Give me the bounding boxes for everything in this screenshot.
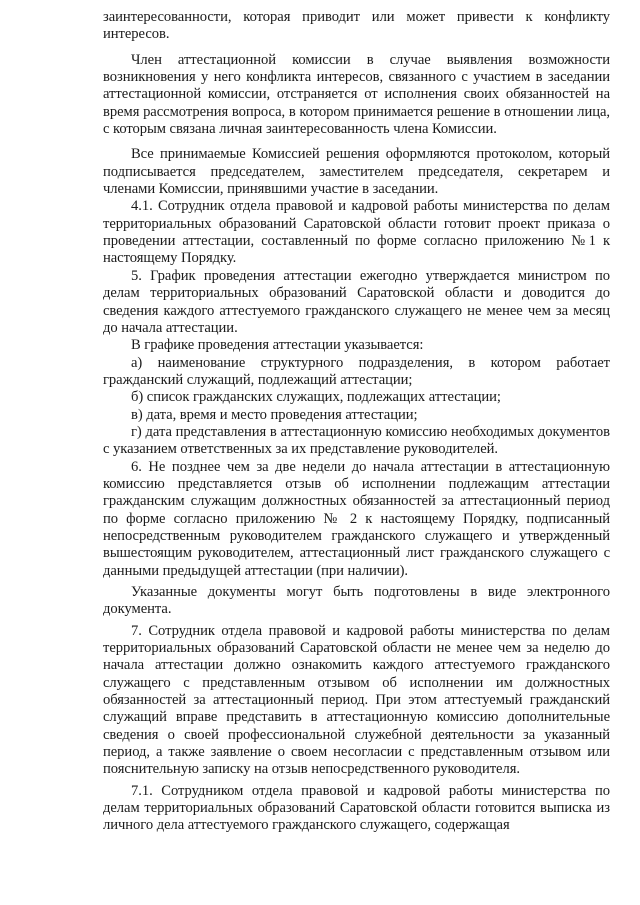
paragraph-7-1: 7.1. Сотрудником отдела правовой и кадровой работы министерства по делам территориальных образований Саратовской области готовится выписка из личного дела аттестуемого гражданского служащего, содержащая [103,782,610,834]
paragraph-6: 6. Не позднее чем за две недели до начала аттестации в аттестационную комиссию представляется отзыв об исполнении подлежащим аттестации гражданским служащим должностных обязанностей за аттестационный период по форме согласно приложению № 2 к настоящему Порядку, подписанный непосредственным руководителем гражданского служащего и утвержденный вышестоящим руководителем, аттестационный лист гражданского служащего с данными предыдущей аттестации (при наличии). [103,458,610,579]
paragraph-commission-member-recusal: Член аттестационной комиссии в случае выявления возможности возникновения у него конфликта интересов, связанного с участием в заседании аттестационной комиссии, отстраняется от исполнения своих обязанностей на время рассмотрения вопроса, в котором принимается решение в отношении лица, с которым связана личная заинтересованность члена Комиссии. [103,51,610,138]
list-item-b: б) список гражданских служащих, подлежащих аттестации; [131,389,501,406]
paragraph-4-1: 4.1. Сотрудник отдела правовой и кадровой работы министерства по делам территориальных образований Саратовской области готовит проект приказа о проведении аттестации, составленный по форме согласно приложению №1 к настоящему Порядку. [103,198,610,267]
paragraph-commission-decisions: Все принимаемые Комиссией решения оформляются протоколом, который подписывается председателем, заместителем председателя, секретарем и членами Комиссии, принявшими участие в заседании. [103,146,610,198]
paragraph-conflict-continuation: заинтересованности, которая приводит или может привести к конфликту интересов. [103,9,610,43]
paragraph-schedule-contents: В графике проведения аттестации указывается: [131,337,424,354]
list-item-d: г) дата представления в аттестационную комиссию необходимых документов с указанием ответственных за их представление руководителей. [103,423,610,458]
paragraph-electronic-document: Указанные документы могут быть подготовлены в виде электронного документа. [103,584,610,618]
paragraph-5: 5. График проведения аттестации ежегодно утверждается министром по делам территориальных образований Саратовской области и доводится до сведения каждого аттестуемого гражданского служащего не менее чем за месяц до начала аттестации. [103,267,610,336]
list-item-a: а) наименование структурного подразделения, в котором работает гражданский служащий, подлежащий аттестации; [103,354,610,388]
paragraph-7: 7. Сотрудник отдела правовой и кадровой работы министерства по делам территориальных образований Саратовской области не менее чем за неделю до начала аттестации должно ознакомить каждого аттестуемого гражданского служащего с представленным отзывом об исполнении им должностных обязанностей за аттестационный период. При этом аттестуемый гражданский служащий вправе представить в аттестационную комиссию дополнительные сведения о своей профессиональной служебной деятельности за указанный период, а также заявление о своем несогласии с представленным отзывом или пояснительную записку на отзыв непосредственного руководителя. [103,622,610,778]
list-item-c: в) дата, время и место проведения аттестации; [131,406,418,423]
